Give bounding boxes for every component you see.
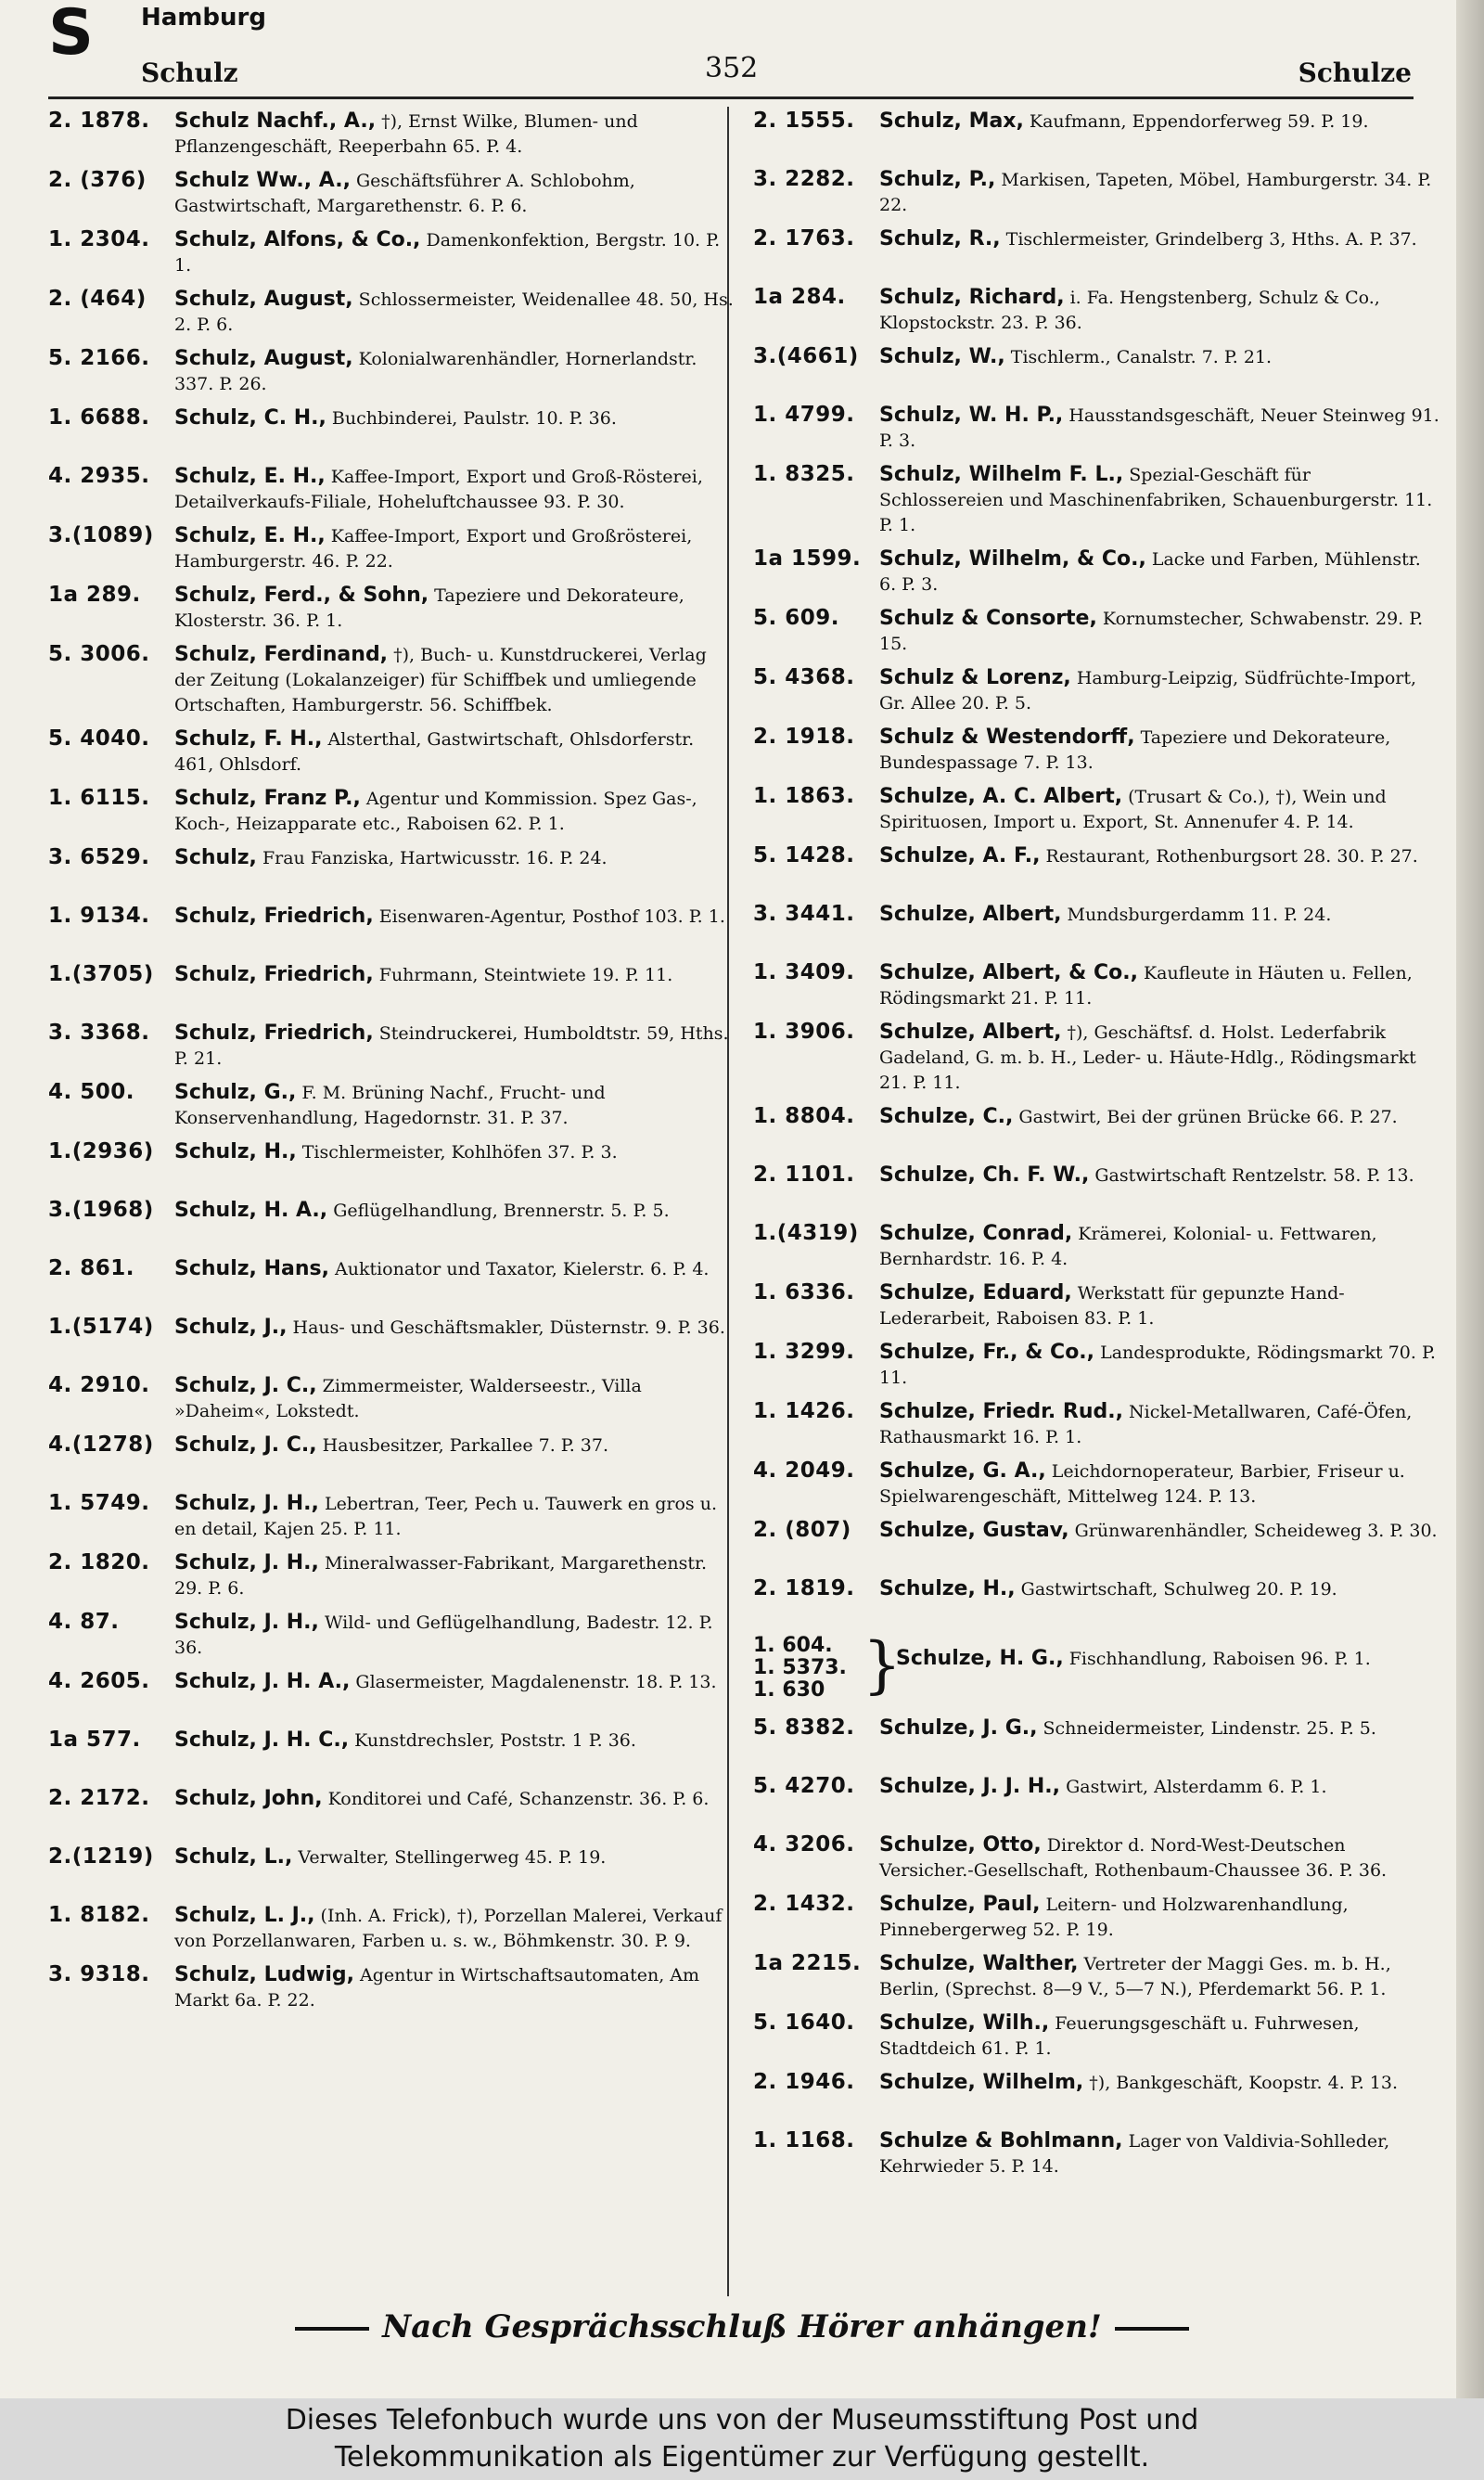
directory-entry xyxy=(753,1340,1439,1391)
subscriber-details: Feuerungsgeschäft u. Fuhrwesen, Stadtdeich 61. P. 1. xyxy=(879,2013,1360,2059)
phone-number: 1. 8182. xyxy=(48,1903,150,1927)
subscriber-details: Steindruckerei, Humboldtstr. 59, Hths. P. 21. xyxy=(174,1023,729,1069)
directory-entry xyxy=(753,2011,1439,2062)
subscriber-details: Verwalter, Stellingerweg 45. P. 19. xyxy=(292,1847,607,1868)
page-edge xyxy=(1456,0,1484,2398)
subscriber-name: Schulz, Alfons, & Co., xyxy=(174,228,421,251)
phone-number: 1. 604. xyxy=(753,1634,833,1657)
subscriber-details: Vertreter der Maggi Ges. m. b. H., Berlin, (Sprechst. 8—9 V., 5—7 N.), Pferdemarkt 56. P. 1. xyxy=(879,1954,1391,1999)
phone-number: 4. 2910. xyxy=(48,1373,150,1397)
subscriber-details: Werkstatt für gepunzte Hand-Lederarbeit, Raboisen 83. P. 1. xyxy=(879,1283,1345,1329)
subscriber-name: Schulz, J. H., xyxy=(174,1611,319,1634)
subscriber-details: Gastwirtschaft, Schulweg 20. P. 19. xyxy=(1015,1579,1337,1600)
subscriber-details: Mineralwasser-Fabrikant, Margarethenstr. 29. P. 6. xyxy=(174,1553,708,1599)
credit-banner xyxy=(0,2398,1484,2480)
directory-entry xyxy=(48,1903,735,1954)
subscriber-details: Glasermeister, Magdalenenstr. 18. P. 13. xyxy=(350,1672,717,1692)
directory-entry xyxy=(753,285,1439,336)
directory-entry xyxy=(753,1951,1439,2002)
subscriber-details: Kunstdrechsler, Poststr. 1 P. 36. xyxy=(349,1730,636,1751)
phone-number: 1. 1426. xyxy=(753,1399,855,1423)
subscriber-name: Schulze, H. G., xyxy=(896,1647,1064,1670)
subscriber-details: Kolonialwarenhändler, Hornerlandstr. 337. P. 26. xyxy=(174,349,697,394)
left-keyword: Schulz xyxy=(141,58,238,88)
phone-number: 1.(3705) xyxy=(48,962,154,986)
phone-number: 4. 2935. xyxy=(48,464,150,488)
subscriber-details: Kornumstecher, Schwabenstr. 29. P. 15. xyxy=(879,609,1424,654)
subscriber-details: Agentur und Kommission. Spez Gas-, Koch-, Heizapparate etc., Raboisen 62. P. 1. xyxy=(174,789,697,834)
subscriber-name: Schulz, L., xyxy=(174,1845,293,1869)
directory-entry xyxy=(753,167,1439,218)
directory-entry xyxy=(48,287,735,338)
phone-number: 1. 6115. xyxy=(48,786,150,810)
footer-rule-left xyxy=(295,2327,369,2331)
phone-number: 1. 3299. xyxy=(753,1340,855,1364)
directory-entry xyxy=(48,405,735,456)
subscriber-name: Schulz, R., xyxy=(879,227,1001,251)
phone-number: 1. 6688. xyxy=(48,405,150,430)
city-name: Hamburg xyxy=(141,4,266,32)
subscriber-details: Direktor d. Nord-West-Deutschen Versicher.-Gesellschaft, Rothenbaum-Chaussee 36. P. 36. xyxy=(879,1835,1388,1881)
phone-number: 5. 4368. xyxy=(753,665,855,689)
directory-entry xyxy=(753,1774,1439,1824)
phone-number: 1a 2215. xyxy=(753,1951,862,1975)
subscriber-details: Mundsburgerdamm 11. P. 24. xyxy=(1061,905,1332,925)
subscriber-name: Schulze, Ch. F. W., xyxy=(879,1163,1090,1187)
subscriber-name: Schulze, Walther, xyxy=(879,1952,1079,1975)
directory-entry xyxy=(753,1715,1439,1766)
phone-number: 4. 500. xyxy=(48,1080,134,1104)
phone-number: 5. 1428. xyxy=(753,843,855,867)
phone-number: 1. 5749. xyxy=(48,1491,150,1515)
subscriber-details: Konditorei und Café, Schanzenstr. 36. P. 6. xyxy=(322,1789,710,1809)
subscriber-name: Schulz, Franz P., xyxy=(174,787,361,810)
page-header xyxy=(0,0,1484,93)
subscriber-details: Buchbinderei, Paulstr. 10. P. 36. xyxy=(326,408,617,429)
subscriber-name: Schulz, Wilhelm F. L., xyxy=(879,463,1124,486)
phone-number: 5. 3006. xyxy=(48,642,150,666)
directory-entry xyxy=(753,1280,1439,1331)
right-column xyxy=(753,109,1439,2298)
phone-number: 1. 4799. xyxy=(753,403,855,427)
phone-number: 1. 5373. xyxy=(753,1656,847,1679)
subscriber-details: †), Bankgeschäft, Koopstr. 4. P. 13. xyxy=(1083,2073,1399,2093)
subscriber-details: Gastwirt, Alsterdamm 6. P. 1. xyxy=(1060,1777,1327,1797)
directory-entry xyxy=(753,1399,1439,1450)
subscriber-name: Schulze, Eduard, xyxy=(879,1281,1072,1304)
subscriber-name: Schulz, J. H. C., xyxy=(174,1728,350,1752)
credit-line-1: Dieses Telefonbuch wurde uns von der Museumsstiftung Post und xyxy=(285,2404,1199,2436)
subscriber-name: Schulz, W., xyxy=(879,345,1005,368)
phone-number: 3. 3368. xyxy=(48,1021,150,1045)
directory-entry xyxy=(48,168,735,219)
subscriber-name: Schulz, xyxy=(174,846,257,869)
subscriber-details: Schneidermeister, Lindenstr. 25. P. 5. xyxy=(1037,1718,1376,1739)
subscriber-details: Tapeziere und Dekorateure, Klosterstr. 36. P. 1. xyxy=(174,585,684,631)
directory-entry xyxy=(48,583,735,634)
subscriber-name: Schulz, G., xyxy=(174,1081,297,1104)
subscriber-name: Schulz, P., xyxy=(879,168,996,191)
directory-entry xyxy=(753,462,1439,538)
directory-entry xyxy=(753,1458,1439,1510)
directory-entry xyxy=(753,1892,1439,1943)
subscriber-name: Schulze, Conrad, xyxy=(879,1222,1073,1245)
subscriber-details: Lebertran, Teer, Pech u. Tauwerk en gros u. en detail, Kajen 25. P. 11. xyxy=(174,1494,718,1539)
directory-entry xyxy=(753,1832,1439,1883)
phone-number: 4. 87. xyxy=(48,1610,120,1634)
directory-entry xyxy=(48,1786,735,1836)
directory-entry xyxy=(48,1669,735,1719)
subscriber-name: Schulze, Wilhelm, xyxy=(879,2071,1084,2094)
phone-number: 5. 2166. xyxy=(48,346,150,370)
phone-number: 5. 4270. xyxy=(753,1774,855,1798)
subscriber-details: Kaufleute in Häuten u. Fellen, Rödingsmarkt 21. P. 11. xyxy=(879,963,1413,1009)
phone-number: 1. 3409. xyxy=(753,960,855,984)
phone-number: 4.(1278) xyxy=(48,1433,154,1457)
subscriber-details: Hausbesitzer, Parkallee 7. P. 37. xyxy=(316,1435,609,1456)
directory-entry xyxy=(753,1020,1439,1096)
directory-entry xyxy=(48,1962,735,2013)
footer-note-text: Nach Gesprächsschluß Hörer anhängen! xyxy=(382,2308,1102,2345)
directory-entry xyxy=(48,464,735,515)
subscriber-details: Tischlerm., Canalstr. 7. P. 21. xyxy=(1004,347,1273,367)
phone-number: 2. 861. xyxy=(48,1256,134,1280)
phone-number: 4. 2605. xyxy=(48,1669,150,1693)
phone-number: 2. 1555. xyxy=(753,109,855,133)
phone-number: 1. 630 xyxy=(753,1678,825,1702)
phone-number: 3.(1968) xyxy=(48,1198,154,1222)
directory-entry xyxy=(753,1576,1439,1626)
group-body xyxy=(879,1635,1439,1672)
subscriber-name: Schulz, J. H., xyxy=(174,1492,319,1515)
phone-number: 3.(1089) xyxy=(48,523,154,547)
subscriber-details: Alsterthal, Gastwirtschaft, Ohlsdorferstr. 461, Ohlsdorf. xyxy=(174,729,695,775)
phone-number: 1. 1168. xyxy=(753,2128,855,2152)
subscriber-details: F. M. Brüning Nachf., Frucht- und Konservenhandlung, Hagedornstr. 31. P. 37. xyxy=(174,1083,606,1128)
subscriber-name: Schulz, Richard, xyxy=(879,286,1065,309)
subscriber-name: Schulze, H., xyxy=(879,1577,1016,1600)
subscriber-details: †), Buch- u. Kunstdruckerei, Verlag der Zeitung (Lokalanzeiger) für Schiffbek und umliegende Ortschaften, Hamburgerstr. 56. Schiffbek. xyxy=(174,645,707,715)
directory-entry xyxy=(753,902,1439,952)
directory-entry xyxy=(48,962,735,1012)
directory-entry xyxy=(48,1728,735,1778)
directory-entry xyxy=(48,1080,735,1131)
phone-number: 1. 8325. xyxy=(753,462,855,486)
subscriber-details: Restaurant, Rothenburgsort 28. 30. P. 27. xyxy=(1040,846,1418,867)
subscriber-name: Schulz, J. C., xyxy=(174,1374,317,1397)
directory-entry xyxy=(48,1021,735,1072)
subscriber-details: Agentur in Wirtschaftsautomaten, Am Markt 6a. P. 22. xyxy=(174,1965,700,2011)
directory-entry xyxy=(753,725,1439,776)
subscriber-name: Schulz & Lorenz, xyxy=(879,666,1071,689)
directory-entry xyxy=(48,1610,735,1661)
directory-entry xyxy=(753,109,1439,159)
subscriber-name: Schulz, Hans, xyxy=(174,1257,329,1280)
subscriber-details: Lacke und Farben, Mühlenstr. 6. P. 3. xyxy=(879,549,1421,595)
subscriber-name: Schulz, C. H., xyxy=(174,406,326,430)
subscriber-name: Schulz, Ferd., & Sohn, xyxy=(174,584,429,607)
subscriber-details: Leichdornoperateur, Barbier, Friseur u. Spielwarengeschäft, Mittelweg 124. P. 13. xyxy=(879,1461,1405,1507)
subscriber-details: (Inh. A. Frick), †), Porzellan Malerei, Verkauf von Porzellanwaren, Farben u. s. w., Böhmkenstr. 30. P. 9. xyxy=(174,1906,723,1951)
directory-entry xyxy=(48,1139,735,1189)
phone-number: 5. 1640. xyxy=(753,2011,855,2035)
phone-number: 1. 2304. xyxy=(48,227,150,251)
subscriber-name: Schulze, Albert, xyxy=(879,903,1062,926)
credit-line-2: Telekommunikation als Eigentümer zur Verfügung gestellt. xyxy=(334,2441,1150,2474)
phone-number: 2. 1878. xyxy=(48,109,150,133)
subscriber-name: Schulz, F. H., xyxy=(174,727,323,751)
subscriber-details: †), Ernst Wilke, Blumen- und Pflanzengeschäft, Reeperbahn 65. P. 4. xyxy=(174,111,638,157)
phone-number: 5. 8382. xyxy=(753,1715,855,1740)
subscriber-name: Schulz, Max, xyxy=(879,109,1024,133)
subscriber-name: Schulze, Friedr. Rud., xyxy=(879,1400,1123,1423)
subscriber-details: Damenkonfektion, Bergstr. 10. P. 1. xyxy=(174,230,721,276)
footer-rule-right xyxy=(1115,2327,1189,2331)
subscriber-details: Kaffee-Import, Export und Groß-Rösterei, Detailverkaufs-Filiale, Hoheluftchaussee 93. P. 30. xyxy=(174,467,703,512)
subscriber-details: Leitern- und Holzwarenhandlung, Pinnebergerweg 52. P. 19. xyxy=(879,1895,1349,1940)
right-entries-after xyxy=(753,1715,1439,2179)
phone-number: 1.(4319) xyxy=(753,1221,859,1245)
subscriber-name: Schulze, J. J. H., xyxy=(879,1775,1061,1798)
phone-number: 2. 1819. xyxy=(753,1576,855,1600)
phone-number: 1. 8804. xyxy=(753,1104,855,1128)
subscriber-name: Schulze, Wilh., xyxy=(879,2011,1050,2035)
subscriber-name: Schulz & Westendorff, xyxy=(879,726,1135,749)
subscriber-name: Schulze, Gustav, xyxy=(879,1519,1069,1542)
subscriber-name: Schulz, John, xyxy=(174,1787,323,1810)
subscriber-details: Geflügelhandlung, Brennerstr. 5. P. 5. xyxy=(327,1201,670,1221)
subscriber-details: Krämerei, Kolonial- u. Fettwaren, Bernhardstr. 16. P. 4. xyxy=(879,1224,1377,1269)
subscriber-name: Schulze, A. C. Albert, xyxy=(879,785,1123,808)
subscriber-name: Schulze, Fr., & Co., xyxy=(879,1341,1095,1364)
directory-entry xyxy=(48,109,735,160)
subscriber-name: Schulze, C., xyxy=(879,1105,1014,1128)
subscriber-details: Tischlermeister, Grindelberg 3, Hths. A. P. 37. xyxy=(1000,229,1417,250)
subscriber-name: Schulze, Albert, xyxy=(879,1021,1062,1044)
subscriber-name: Schulze, Albert, & Co., xyxy=(879,961,1138,984)
phone-number: 1.(2936) xyxy=(48,1139,154,1163)
subscriber-name: Schulz, August, xyxy=(174,288,353,311)
directory-entry xyxy=(48,523,735,574)
subscriber-details: Spezial-Geschäft für Schlossereien und Maschinenfabriken, Schauenburgerstr. 11. P. 1. xyxy=(879,465,1433,535)
directory-entry xyxy=(753,2128,1439,2179)
phone-number: 2. 1918. xyxy=(753,725,855,749)
subscriber-details: Eisenwaren-Agentur, Posthof 103. P. 1. xyxy=(373,906,725,927)
phone-number: 2. (376) xyxy=(48,168,147,192)
phone-number: 2. 2172. xyxy=(48,1786,150,1810)
directory-entry xyxy=(48,1256,735,1306)
phone-number: 2.(1219) xyxy=(48,1844,154,1869)
directory-entry xyxy=(48,904,735,954)
directory-entry xyxy=(48,227,735,278)
subscriber-details: Landesprodukte, Rödingsmarkt 70. P. 11. xyxy=(879,1343,1436,1388)
subscriber-details: Tapeziere und Dekorateure, Bundespassage 7. P. 13. xyxy=(879,727,1391,773)
subscriber-details: Grünwarenhändler, Scheideweg 3. P. 30. xyxy=(1068,1521,1438,1541)
phone-number: 2. (464) xyxy=(48,287,147,311)
subscriber-details: Fischhandlung, Raboisen 96. P. 1. xyxy=(1063,1649,1371,1669)
phone-number: 5. 609. xyxy=(753,606,839,630)
subscriber-details: Tischlermeister, Kohlhöfen 37. P. 3. xyxy=(296,1142,618,1163)
subscriber-name: Schulze, Otto, xyxy=(879,1833,1042,1857)
directory-entry xyxy=(48,786,735,837)
directory-entry xyxy=(48,1315,735,1365)
directory-entry xyxy=(48,1198,735,1248)
phone-number: 2. 1820. xyxy=(48,1550,150,1574)
subscriber-details: Zimmermeister, Walderseestr., Villa »Daheim«, Lokstedt. xyxy=(174,1376,642,1421)
subscriber-details: Hamburg-Leipzig, Südfrüchte-Import, Gr. Allee 20. P. 5. xyxy=(879,668,1417,713)
page-number: 352 xyxy=(705,52,759,84)
directory-entry xyxy=(753,546,1439,598)
directory-entry xyxy=(48,726,735,777)
subscriber-name: Schulz Nachf., A., xyxy=(174,109,377,133)
subscriber-name: Schulze, G. A., xyxy=(879,1459,1046,1483)
subscriber-details: Lager von Valdivia-Sohlleder, Kehrwieder 5. P. 14. xyxy=(879,2131,1390,2177)
phone-number: 1. 9134. xyxy=(48,904,150,928)
subscriber-details: Fuhrmann, Steintwiete 19. P. 11. xyxy=(373,965,673,985)
subscriber-name: Schulz & Consorte, xyxy=(879,607,1097,630)
subscriber-name: Schulze & Bohlmann, xyxy=(879,2129,1123,2152)
directory-entry xyxy=(48,1373,735,1424)
phone-number: 3. 2282. xyxy=(753,167,855,191)
directory-entry xyxy=(48,346,735,397)
subscriber-name: Schulz, E. H., xyxy=(174,465,326,488)
phone-number: 3. 6529. xyxy=(48,845,150,869)
phone-number: 3. 9318. xyxy=(48,1962,150,1986)
group-numbers xyxy=(753,1635,847,1702)
header-rule xyxy=(48,96,1414,99)
subscriber-name: Schulze, J. G., xyxy=(879,1716,1038,1740)
subscriber-name: Schulz, Ferdinand, xyxy=(174,643,389,666)
brace-glyph: } xyxy=(863,1629,902,1701)
directory-entry xyxy=(753,843,1439,893)
subscriber-name: Schulz, E. H., xyxy=(174,524,326,547)
phone-number: 3. 3441. xyxy=(753,902,855,926)
subscriber-details: Hausstandsgeschäft, Neuer Steinweg 91. P. 3. xyxy=(879,405,1439,451)
subscriber-name: Schulz, Ludwig, xyxy=(174,1963,354,1986)
subscriber-name: Schulz, J. H., xyxy=(174,1551,319,1574)
footer-note xyxy=(186,2308,1298,2345)
subscriber-details: Nickel-Metallwaren, Café-Öfen, Rathausmarkt 16. P. 1. xyxy=(879,1402,1413,1447)
directory-entry xyxy=(753,606,1439,657)
phone-number: 2. 1763. xyxy=(753,226,855,251)
directory-entry xyxy=(48,1491,735,1542)
subscriber-details: i. Fa. Hengstenberg, Schulz & Co., Klopstockstr. 23. P. 36. xyxy=(879,288,1380,333)
right-entries xyxy=(753,109,1439,1626)
directory-entry xyxy=(753,344,1439,394)
directory-entry xyxy=(753,1221,1439,1272)
subscriber-details: Auktionator und Taxator, Kielerstr. 6. P. 4. xyxy=(328,1259,710,1279)
directory-entry xyxy=(753,1518,1439,1568)
subscriber-details: Geschäftsführer A. Schlobohm, Gastwirtschaft, Margarethenstr. 6. P. 6. xyxy=(174,171,635,216)
phone-number: 1a 284. xyxy=(753,285,846,309)
phone-number: 1a 577. xyxy=(48,1728,141,1752)
subscriber-details: Markisen, Tapeten, Möbel, Hamburgerstr. 34. P. 22. xyxy=(879,170,1432,215)
directory-entry xyxy=(753,226,1439,276)
subscriber-name: Schulz, W. H. P., xyxy=(879,404,1064,427)
subscriber-name: Schulz, H. A., xyxy=(174,1199,328,1222)
directory-entry xyxy=(48,1844,735,1895)
directory-entry xyxy=(48,642,735,718)
subscriber-details: Schlossermeister, Weidenallee 48. 50, Hs. 2. P. 6. xyxy=(174,289,734,335)
phone-number: 4. 2049. xyxy=(753,1458,855,1483)
subscriber-name: Schulz, J., xyxy=(174,1316,288,1339)
subscriber-details: (Trusart & Co.), †), Wein und Spirituosen, Import u. Export, St. Annenufer 4. P. 14. xyxy=(879,787,1387,832)
subscriber-details: Wild- und Geflügelhandlung, Badestr. 12. P. 36. xyxy=(174,1613,713,1658)
directory-entry xyxy=(753,960,1439,1011)
directory-entry xyxy=(753,665,1439,716)
subscriber-details: Frau Fanziska, Hartwicusstr. 16. P. 24. xyxy=(256,848,608,868)
subscriber-name: Schulz, L. J., xyxy=(174,1904,315,1927)
phone-number: 1. 6336. xyxy=(753,1280,855,1304)
phone-number: 2. 1432. xyxy=(753,1892,855,1916)
phone-number: 1a 1599. xyxy=(753,546,862,571)
subscriber-name: Schulze, A. F., xyxy=(879,844,1041,867)
subscriber-name: Schulz Ww., A., xyxy=(174,169,351,192)
phone-number: 2. 1101. xyxy=(753,1163,855,1187)
phone-number: 2. (807) xyxy=(753,1518,851,1542)
subscriber-details: Gastwirtschaft Rentzelstr. 58. P. 13. xyxy=(1089,1165,1414,1186)
directory-entry xyxy=(48,845,735,895)
subscriber-name: Schulz, Friedrich, xyxy=(174,1022,374,1045)
phone-number: 2. 1946. xyxy=(753,2070,855,2094)
subscriber-name: Schulze, Paul, xyxy=(879,1893,1041,1916)
subscriber-name: Schulz, H., xyxy=(174,1140,297,1163)
directory-entry xyxy=(753,1163,1439,1213)
directory-entry xyxy=(48,1433,735,1483)
subscriber-details: †), Geschäftsf. d. Holst. Lederfabrik Gadeland, G. m. b. H., Leder- u. Häute-Hdlg., Rödingsmarkt 21. P. 11. xyxy=(879,1022,1416,1093)
subscriber-name: Schulz, J. C., xyxy=(174,1433,317,1457)
left-column xyxy=(48,109,735,2298)
subscriber-details: Haus- und Geschäftsmakler, Düsternstr. 9. P. 36. xyxy=(287,1317,725,1338)
directory-entry xyxy=(753,403,1439,454)
phone-number: 4. 3206. xyxy=(753,1832,855,1857)
section-letter: S xyxy=(48,0,94,70)
phone-number: 3.(4661) xyxy=(753,344,859,368)
grouped-entry xyxy=(753,1629,1439,1707)
phone-number: 1a 289. xyxy=(48,583,141,607)
subscriber-name: Schulz, Friedrich, xyxy=(174,905,374,928)
phone-number: 1.(5174) xyxy=(48,1315,154,1339)
phone-number: 5. 4040. xyxy=(48,726,150,751)
subscriber-details: Gastwirt, Bei der grünen Brücke 66. P. 27. xyxy=(1013,1107,1398,1127)
phone-number: 1. 3906. xyxy=(753,1020,855,1044)
directory-entry xyxy=(48,1550,735,1601)
directory-entry xyxy=(753,1104,1439,1154)
subscriber-name: Schulz, Friedrich, xyxy=(174,963,374,986)
subscriber-name: Schulz, J. H. A., xyxy=(174,1670,351,1693)
phone-number: 1. 1863. xyxy=(753,784,855,808)
right-keyword: Schulze xyxy=(1298,58,1412,88)
subscriber-name: Schulz, Wilhelm, & Co., xyxy=(879,547,1146,571)
subscriber-details: Kaufmann, Eppendorferweg 59. P. 19. xyxy=(1023,111,1369,132)
directory-entry xyxy=(753,2070,1439,2120)
subscriber-details: Kaffee-Import, Export und Großrösterei, Hamburgerstr. 46. P. 22. xyxy=(174,526,693,572)
subscriber-name: Schulz, August, xyxy=(174,347,353,370)
directory-entry xyxy=(753,784,1439,835)
